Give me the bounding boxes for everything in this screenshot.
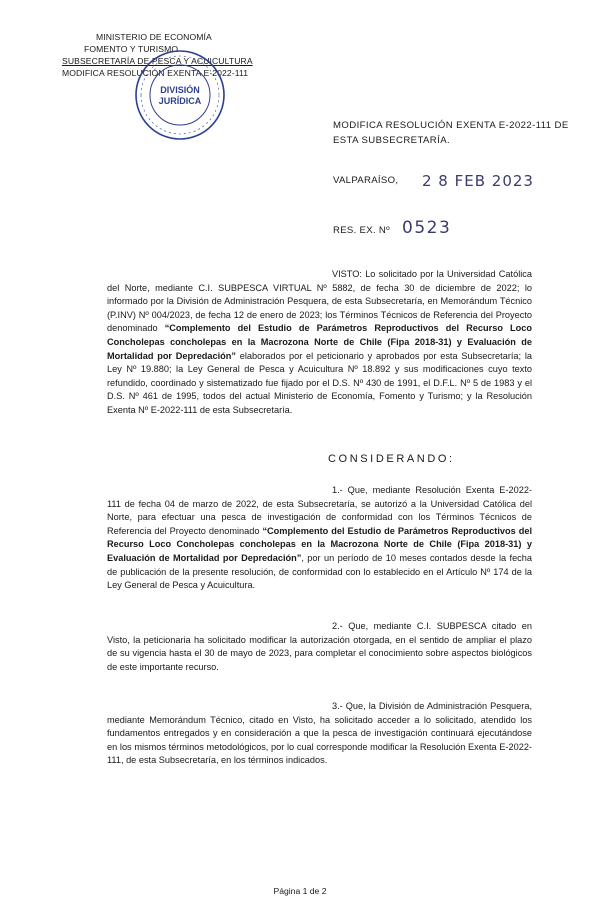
c1-text-2: , por un período de 10 meses contados desde la fecha de publicación de la presente resolución, de conformidad con lo establecido en el Artículo Nº 174 de la Ley General de Pesca y Acuicultura. [107, 552, 532, 591]
c2-text: 2.- Que, mediante C.I. SUBPESCA citado en Visto, la peticionaria ha solicitado modificar la autorización otorgada, en el sentido de ampliar el plazo de su vigencia hasta el 30 de mayo de 2023, para completar el conocimiento sobre aspectos biológicos de este importante recurso. [107, 621, 532, 672]
considerando-heading: CONSIDERANDO: [328, 453, 455, 465]
visto-paragraph [107, 268, 532, 418]
header-ministry-sub: FOMENTO Y TURISMO [84, 44, 179, 54]
visto-label: VISTO: [332, 269, 362, 279]
resolution-label: RES. EX. Nº [333, 225, 390, 236]
visto-text-1: Lo solicitado por la Universidad Católica del Norte, mediante C.I. SUBPESCA VIRTUAL Nº 5882, de fecha 30 de diciembre de 2022; lo informado por la División de Administración Pesquera, de esta Subsecretaría, en Memorándum Técnico (P.INV) Nº 004/2023, de fecha 12 de enero de 2023; los Términos Técnicos de Referencia del Proyecto denominado [107, 269, 532, 334]
resolution-number: 0523 [402, 218, 452, 238]
considerando-1 [107, 484, 532, 593]
stamp-label-2: JURÍDICA [158, 96, 202, 106]
division-juridica-stamp [133, 48, 227, 142]
title-line-1: MODIFICA RESOLUCIÓN EXENTA E-2022-111 DE [333, 120, 569, 131]
date-handwritten: 2 8 FEB 2023 [422, 172, 534, 190]
header-subsecretaria: SUBSECRETARÍA DE PESCA Y ACUICULTURA [62, 56, 253, 66]
stamp-label-1: DIVISIÓN [160, 85, 200, 95]
considerando-2 [107, 620, 532, 674]
visto-text-2: elaborados por el peticionario y aprobados por esta Subsecretaría; la Ley Nº 19.880; la Ley General de Pesca y Acuicultura Nº 18.892 y sus modificaciones cuyo texto refundido, coordinado y sistematizado fue fijado por el D.S. Nº 430 de 1991, el D.F.L. Nº 5 de 1983 y el D.S. Nº 461 de 1995, todos del actual Ministerio de Economía, Fomento y Turismo; y la Resolución Exenta Nº E-2022-111 de esta Subsecretaría. [107, 350, 532, 415]
considerando-3 [107, 700, 532, 768]
c3-text: 3.- Que, la División de Administración Pesquera, mediante Memorándum Técnico, citado en Visto, ha solicitado acceder a lo solicitado, atendido los fundamentos entregados y en consideración a que la pesca de investigación continuará ejecutándose en los mismos términos metodológicos, por lo cual corresponde modificar la Resolución Exenta E-2022-111, de esta Subsecretaría, en los términos indicados. [107, 701, 532, 766]
resolution-title [333, 118, 569, 148]
page-number: Página 1 de 2 [273, 886, 327, 896]
header-subject: MODIFICA RESOLUCIÓN EXENTA E-2022-111 [62, 68, 249, 78]
header-ministry: MINISTERIO DE ECONOMÍA [96, 32, 212, 42]
visto-project-name: “Complemento del Estudio de Parámetros Reproductivos del Recurso Loco Concholepas concholepas en la Macrozona Norte de Chile (Fipa 2018-31) y Evaluación de Mortalidad por Depredación” [107, 323, 532, 361]
place-label: VALPARAÍSO, [333, 175, 399, 186]
title-line-2: ESTA SUBSECRETARÍA. [333, 135, 451, 146]
c1-text-1: 1.- Que, mediante Resolución Exenta E-2022-111 de fecha 04 de marzo de 2022, de esta Subsecretaría, se autorizó a la Universidad Católica del Norte, para efectuar una pesca de investigación de conformidad con los Términos Técnicos de Referencia del Proyecto denominado [107, 485, 532, 536]
c1-project-name: “Complemento del Estudio de Parámetros Reproductivos del Recurso Loco Concholepas concholepas en la Macrozona Norte de Chile (Fipa 2018-31) y Evaluación de Mortalidad por Depredación” [107, 525, 532, 563]
